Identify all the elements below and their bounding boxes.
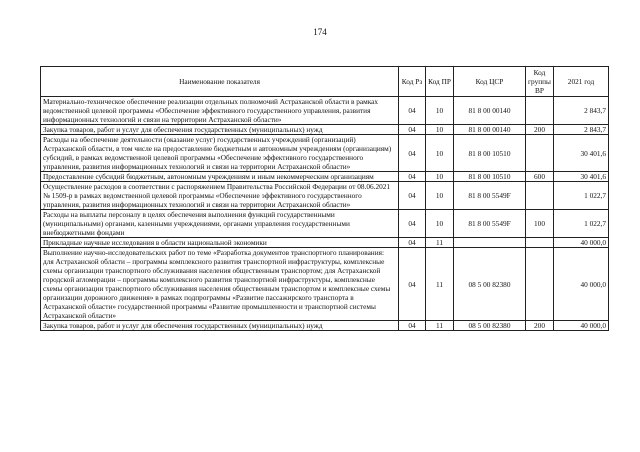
cell-vr <box>526 97 554 125</box>
cell-amount: 1 022,7 <box>554 182 609 210</box>
cell-amount: 40 000,0 <box>554 238 609 248</box>
cell-vr <box>526 248 554 321</box>
cell-rz: 04 <box>399 172 426 182</box>
budget-table <box>40 66 609 331</box>
cell-csr: 08 5 00 82380 <box>454 248 526 321</box>
cell-csr: 81 8 00 10510 <box>454 135 526 172</box>
table-row <box>41 135 609 172</box>
table-row <box>41 238 609 248</box>
cell-csr <box>454 238 526 248</box>
table-row <box>41 182 609 210</box>
table-row <box>41 321 609 331</box>
header-name: Наименование показателя <box>41 67 399 97</box>
cell-rz: 04 <box>399 125 426 135</box>
cell-vr <box>526 135 554 172</box>
cell-pr: 11 <box>426 321 454 331</box>
cell-csr: 81 8 00 10510 <box>454 172 526 182</box>
cell-amount: 2 843,7 <box>554 97 609 125</box>
cell-csr: 81 8 00 5549F <box>454 210 526 238</box>
cell-pr: 11 <box>426 248 454 321</box>
cell-pr: 10 <box>426 97 454 125</box>
cell-name: Осуществление расходов в соответствии с распоряжением Правительства Российской Федерации от 08.06.2021 № 1509-р в рамках ведомственной целевой программы «Обеспечение эффективного государственного управления, развития информационных технологий и связи на территории Астраханской области» <box>41 182 399 210</box>
cell-amount: 30 401,6 <box>554 135 609 172</box>
cell-rz: 04 <box>399 135 426 172</box>
cell-rz: 04 <box>399 182 426 210</box>
cell-name: Закупка товаров, работ и услуг для обеспечения государственных (муниципальных) нужд <box>41 125 399 135</box>
cell-pr: 10 <box>426 125 454 135</box>
cell-rz: 04 <box>399 248 426 321</box>
cell-pr: 10 <box>426 172 454 182</box>
cell-name: Выполнение научно-исследовательских работ по теме «Разработка документов транспортного планирования: для Астраханской области – программы комплексного развития транспортной инфраструктуры, комплексные схемы организации транспортного обслуживания населения общественным транспортом; для Астраханской городской агломерации – программы комплексного развития транспортной инфраструктуры, комплексные схемы организации транспортного обслуживания населения общественным транспортом и комплексные схемы организации дорожного движения» в рамках подпрограммы «Развитие пассажирского транспорта в Астраханской области» государственной программы «Развитие промышленности и транспортной системы Астраханской области» <box>41 248 399 321</box>
cell-name: Прикладные научные исследования в области национальной экономики <box>41 238 399 248</box>
cell-name: Расходы на обеспечение деятельности (оказание услуг) государственных учреждений (организаций) Астраханской области, в том числе на предоставление бюджетным и автономным учреждениям (организациям) субсидий, в рамках ведомственной целевой программы «Обеспечение эффективного государственного управления, развития информационных технологий и связи на территории Астраханской области» <box>41 135 399 172</box>
cell-amount: 2 843,7 <box>554 125 609 135</box>
cell-csr: 81 8 00 00140 <box>454 97 526 125</box>
cell-csr: 81 8 00 00140 <box>454 125 526 135</box>
table-row <box>41 125 609 135</box>
cell-amount: 1 022,7 <box>554 210 609 238</box>
cell-vr: 600 <box>526 172 554 182</box>
cell-name: Закупка товаров, работ и услуг для обеспечения государственных (муниципальных) нужд <box>41 321 399 331</box>
cell-pr: 10 <box>426 210 454 238</box>
cell-pr: 10 <box>426 182 454 210</box>
cell-rz: 04 <box>399 97 426 125</box>
cell-vr <box>526 182 554 210</box>
cell-rz: 04 <box>399 321 426 331</box>
table-row <box>41 172 609 182</box>
table-body <box>41 97 609 331</box>
page-number: 174 <box>313 27 327 37</box>
cell-csr: 81 8 00 5549F <box>454 182 526 210</box>
cell-amount: 30 401,6 <box>554 172 609 182</box>
cell-amount: 40 000,0 <box>554 321 609 331</box>
cell-vr: 200 <box>526 321 554 331</box>
cell-pr: 10 <box>426 135 454 172</box>
cell-name: Расходы на выплаты персоналу в целях обеспечения выполнения функций государственными (муниципальными) органами, казенными учреждениями, органами управления государственными внебюджетными фондами <box>41 210 399 238</box>
table-row <box>41 97 609 125</box>
cell-vr: 200 <box>526 125 554 135</box>
cell-vr: 100 <box>526 210 554 238</box>
header-rz: Код Рз <box>399 67 426 97</box>
cell-pr: 11 <box>426 238 454 248</box>
cell-vr <box>526 238 554 248</box>
header-vr: Код группы ВР <box>526 67 554 97</box>
cell-rz: 04 <box>399 238 426 248</box>
table-header-row <box>41 67 609 97</box>
cell-name: Материально-техническое обеспечение реализации отдельных полномочий Астраханской области в рамках ведомственной целевой программы «Обеспечение эффективного государственного управления, развития информационных технологий и связи на территории Астраханской области» <box>41 97 399 125</box>
cell-name: Предоставление субсидий бюджетным, автономным учреждениям и иным некоммерческим организациям <box>41 172 399 182</box>
header-year: 2021 год <box>554 67 609 97</box>
cell-amount: 40 000,0 <box>554 248 609 321</box>
cell-csr: 08 5 00 82380 <box>454 321 526 331</box>
header-pr: Код ПР <box>426 67 454 97</box>
table-row <box>41 210 609 238</box>
cell-rz: 04 <box>399 210 426 238</box>
table-row <box>41 248 609 321</box>
header-csr: Код ЦСР <box>454 67 526 97</box>
